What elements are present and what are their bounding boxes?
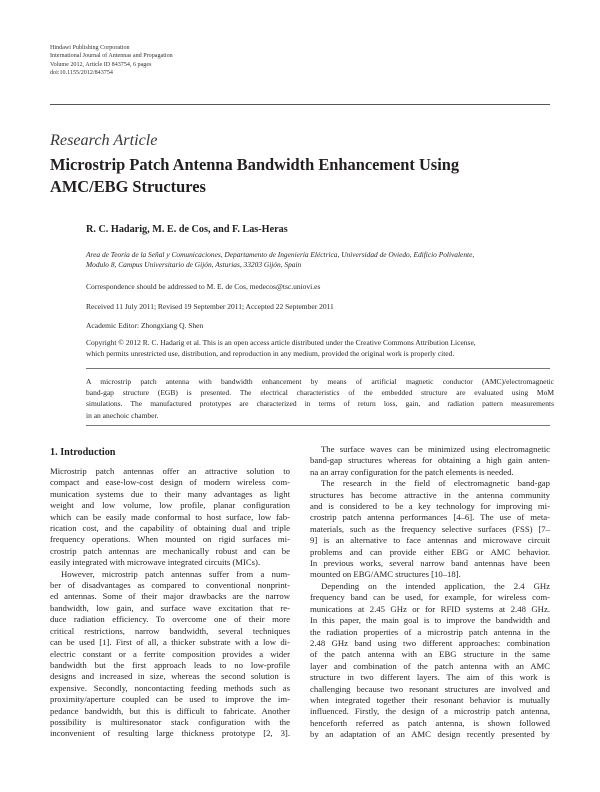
body-text-line: the radiation properties of a microstrip patch antenna in the	[310, 626, 550, 637]
body-text-line: structure in two different layers. The aim of this work is	[310, 672, 550, 683]
body-text-line: In previous works, several narrow band antennas have been	[310, 558, 550, 569]
body-text-line: band-gap structures whereas for obtaining a high gain anten-	[310, 455, 550, 466]
body-text-line: can be used [1]. First of all, a thicker substrate with a low di-	[50, 637, 290, 648]
body-text-line: na an array configuration for the patch elements is needed.	[310, 466, 514, 477]
body-text-line: weight and low volume, low profile, planar configuration	[50, 500, 290, 511]
body-text-line: munications at 2.45 GHz or for RFID systems at 2.48 GHz.	[310, 603, 550, 614]
copyright-line: which permits unrestricted use, distribution, and reproduction in any medium, provided the original work is properly cited.	[86, 349, 455, 359]
affiliation	[86, 250, 556, 271]
abstract-line: simulations. The manufactured prototypes are characterized in terms of return loss, gain, and radiation pattern measurements	[86, 399, 554, 409]
body-text-line: However, microstrip patch antennas suffer from a num-	[61, 568, 290, 579]
body-text-line: of the patch antenna with an EBG structure in the same	[310, 649, 550, 660]
body-text-line: bandwidth but the first approach leads to no low-profile	[50, 659, 290, 670]
body-text-line: expensive. Secondly, noncontacting feeding methods such as	[50, 682, 290, 693]
body-text-line: possibility is multiresonator stack configuration with the	[50, 716, 290, 727]
body-text-line: henceforth referred as patch antenna, is shown followed	[310, 717, 550, 728]
title-line: AMC/EBG Structures	[50, 177, 206, 196]
abstract-line: A microstrip patch antenna with bandwidth enhancement by means of artificial magnetic conductor (AMC)/electromagnetic	[86, 377, 554, 386]
body-text-line: The surface waves can be minimized using electromagnetic	[321, 444, 550, 454]
body-text-line: proximity/aperture coupled can be used to improve the im-	[50, 694, 290, 705]
body-text-line: inconvenient of resulting large thickness prototype [2, 3].	[50, 728, 290, 739]
abstract-rule-top	[86, 368, 550, 369]
body-text-line: Microstrip patch antennas offer an attractive solution to	[50, 466, 290, 476]
volume-info: Volume 2012, Article ID 843754, 6 pages	[50, 61, 152, 68]
affiliation-line: Area de Teoría de la Señal y Comunicaciones, Departamento de Ingeniería Eléctrica, Universidad de Oviedo, Edificio Polivalente,	[86, 250, 475, 259]
body-text-line: electric constant or a ferrite composition provides a wider	[50, 648, 290, 659]
body-text-line: problems and can provide either EBG or AMC behavior.	[310, 546, 550, 557]
body-text-line: and is considered to be a key technology for improving mi-	[310, 501, 550, 512]
publisher: Hindawi Publishing Corporation	[50, 45, 130, 51]
body-text-line: designs and increased in size, whereas the second solution is	[50, 671, 290, 682]
body-text-line: easily integrated with microwave integrated circuits (MICs).	[50, 557, 261, 568]
body-text-line: duce radiation efficiency. To overcome one of their more	[50, 614, 290, 625]
body-text-line: 2.48 GHz band using two different approaches: combination	[310, 637, 550, 648]
body-text-line: influenced. Firstly, the design of a microstrip patch antenna,	[310, 706, 550, 717]
right-column	[310, 444, 550, 741]
body-text-line: ber of disadvantages as compared to conventional nonprint-	[50, 580, 290, 591]
body-text-line: challenging because two resonant structures are involved and	[310, 683, 550, 694]
title-line: Microstrip Patch Antenna Bandwidth Enhancement Using	[50, 155, 460, 174]
journal-info	[50, 44, 173, 77]
copyright	[86, 337, 554, 359]
body-text-line: crostrip patch antennas are mechanically robust and can be	[50, 545, 290, 556]
body-text-line: The research in the field of electromagnetic band-gap	[321, 478, 550, 489]
correspondence: Correspondence should be addressed to M. E. de Cos, medecos@tsc.uniovi.es	[86, 282, 321, 291]
abstract	[86, 376, 554, 421]
body-text-line: which can be easily made conformal to host surface, low fab-	[50, 511, 290, 522]
copyright-line: Copyright © 2012 R. C. Hadarig et al. This is an open access article distributed under the Creative Commons Attribution License,	[86, 338, 476, 347]
header-rule	[50, 104, 550, 105]
paper-title	[50, 154, 550, 198]
body-text-line: pedance bandwidth, but this is difficult to fabricate. Another	[50, 705, 290, 716]
body-text-line: Depending on the intended application, the 2.4 GHz	[321, 580, 550, 591]
body-text-line: when integrated together their resonant behavior is mutually	[310, 694, 550, 705]
body-text-line: crostrip patch antenna performances [4–6]. The use of meta-	[310, 512, 550, 523]
body-text-line: materials, such as the frequency selective surfaces (FSS) [7–	[310, 523, 550, 534]
body-text-line: mounted on EBG/AMC structures [10–18].	[310, 569, 461, 580]
journal-name: International Journal of Antennas and Propagation	[50, 53, 173, 60]
body-text-line: layer and combination of the patch antenna with an AMC	[310, 660, 550, 671]
authors: R. C. Hadarig, M. E. de Cos, and F. Las-Heras	[86, 224, 288, 235]
body-text-line: frequency band can be used, for example, for wireless com-	[310, 592, 550, 603]
academic-editor: Academic Editor: Zhongxiang Q. Shen	[86, 321, 204, 330]
body-text-line: In this paper, the main goal is to improve the bandwidth and	[310, 615, 550, 626]
article-type: Research Article	[50, 131, 158, 149]
section-heading: 1. Introduction	[50, 447, 116, 458]
doi: doi:10.1155/2012/843754	[50, 69, 113, 76]
received-dates: Received 11 July 2011; Revised 19 September 2011; Accepted 22 September 2011	[86, 302, 334, 311]
body-text-line: ed antennas. Some of their major drawbacks are the narrow	[50, 591, 290, 602]
abstract-rule-bottom	[86, 425, 550, 426]
body-text-line: critical restrictions, narrow bandwidth, several techniques	[50, 625, 290, 636]
abstract-line: in an anechoic chamber.	[86, 410, 159, 420]
left-column	[50, 466, 290, 740]
affiliation-line: Modulo 8, Campus Universitario de Gijón, Asturias, 33203 Gijón, Spain	[86, 260, 302, 270]
body-text-line: 9] is an alternative to face antennas and microwave circuit	[310, 535, 550, 546]
body-text-line: bandwidth, low gain, and surface wave excitation that re-	[50, 602, 290, 613]
body-text-line: munication systems due to their many advantages as light	[50, 488, 290, 499]
body-text-line: compact and ease-low-cost design of modern wireless com-	[50, 477, 290, 488]
body-text-line: frequency operations. When mounted on rigid surfaces mi-	[50, 534, 290, 545]
body-text-line: structures has become attractive in the antenna community	[310, 489, 550, 500]
body-text-line: rication cost, and the capability of obtaining dual and triple	[50, 523, 290, 534]
abstract-line: band-gap structure (EGB) is presented. The electrical characteristics of the embedded structure are evaluated using MoM	[86, 388, 554, 398]
body-text-line: by an adaptation of an AMC design recently presented by	[310, 729, 550, 740]
